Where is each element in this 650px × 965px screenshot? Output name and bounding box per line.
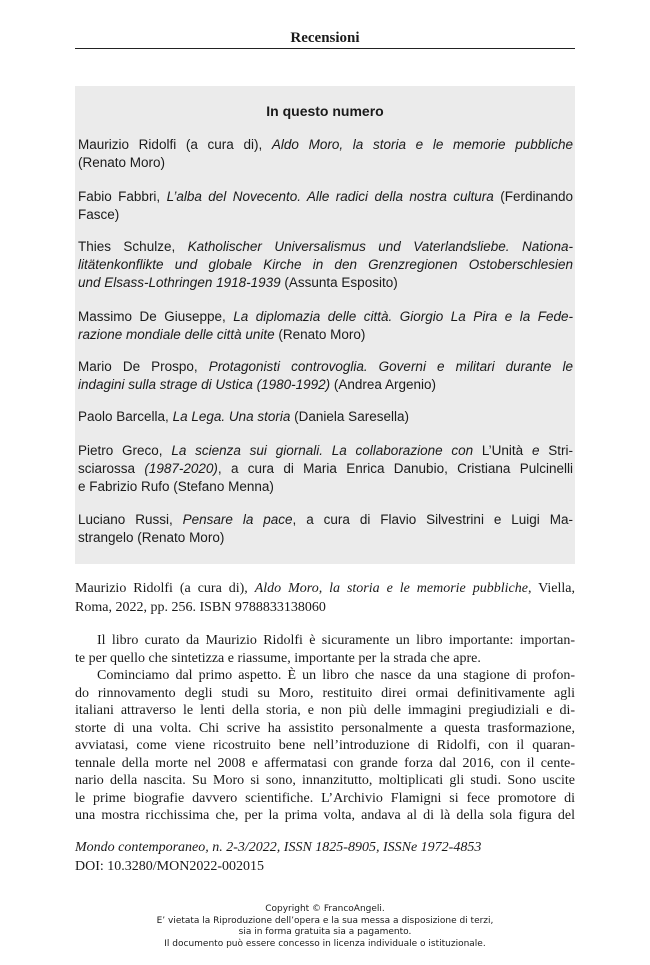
entry-line: e Fabrizio Rufo (Stefano Menna) (78, 479, 274, 494)
body-line: te per quello che sintetizza e riassume, importante per la strada che apre. (75, 650, 481, 666)
entry-line: und Elsass-Lothringen 1918-1939 (Assunta Esposito) (78, 275, 398, 290)
body-line: tennale della morte nel 2008 e affermatasi con grande forza dal 2016, con il cente- (75, 755, 575, 771)
entry-line: Maurizio Ridolfi (a cura di), Aldo Moro, la storia e le memorie pubbliche (78, 137, 573, 152)
body-line: una mostra ricchissima che, per la prima volta, andava al di là della sola figura del (75, 808, 575, 823)
issue-entry-de-prospo (78, 358, 573, 394)
body-line: avviatasi, come viene ricostruito bene nell’introduzione di Ridolfi, con il quaran- (75, 738, 575, 753)
citation-line: Roma, 2022, pp. 256. ISBN 9788833138060 (75, 600, 326, 615)
doi-line: DOI: 10.3280/MON2022-002015 (75, 859, 264, 874)
body-line: Il libro curato da Maurizio Ridolfi è sicuramente un libro importante: importan- (97, 633, 575, 648)
review-body (75, 632, 575, 825)
body-line: Cominciamo dal primo aspetto. È un libro che nasce da una stagione di profon- (97, 668, 575, 683)
journal-line: Mondo contemporaneo, n. 2-3/2022, ISSN 1825-8905, ISSNe 1972-4853 (75, 840, 482, 855)
entry-line: (Renato Moro) (78, 155, 166, 170)
issue-entry-de-giuseppe (78, 308, 573, 344)
entry-line: Fabio Fabbri, L’alba del Novecento. Alle radici della nostra cultura (Ferdinando (78, 189, 574, 204)
copyright-line: Copyright © FrancoAngeli. (265, 904, 385, 914)
issue-entry-greco (78, 442, 573, 496)
in-this-issue-box (75, 86, 575, 564)
entry-line: Paolo Barcella, La Lega. Una storia (Daniela Saresella) (78, 409, 409, 424)
copyright-line: sia in forma gratuita sia a pagamento. (238, 927, 412, 937)
entry-line: Luciano Russi, Pensare la pace, a cura di Flavio Silvestrini e Luigi Ma- (78, 512, 573, 527)
issue-entry-russi (78, 511, 573, 547)
entry-line: indagini sulla strage di Ustica (1980-1992) (Andrea Argenio) (78, 377, 436, 392)
entry-line: Pietro Greco, La scienza sui giornali. La collaborazione con L’Unità e Stri- (78, 443, 573, 458)
entry-line: litätenkonflikte und globale Kirche in den Grenzregionen Ostoberschlesien (78, 257, 573, 272)
body-line: storte di una volta. Chi scrive ha assistito personalmente a questa trasformazione, (75, 720, 575, 736)
issue-entry-schulze (78, 238, 573, 292)
copyright-line: E’ vietata la Riproduzione dell’opera e la sua messa a disposizione di terzi, (156, 915, 494, 926)
body-line: italiani attraverso le lenti della storia, e non più delle immagini pregiudiziali e di- (75, 703, 575, 718)
header-rule (75, 48, 575, 49)
box-title: In questo numero (266, 103, 384, 119)
review-citation (75, 579, 575, 617)
entry-line: Mario De Prospo, Protagonisti controvoglia. Governi e militari durante le (78, 359, 573, 374)
copyright-line: Il documento può essere concesso in licenza individuale o istituzionale. (164, 938, 486, 949)
entry-line: Fasce) (78, 207, 120, 222)
entry-line: strangelo (Renato Moro) (78, 530, 225, 545)
issue-entry-fabbri (78, 188, 573, 224)
entry-line: Thies Schulze, Katholischer Universalismus und Vaterlandsliebe. Nationa- (78, 239, 573, 254)
body-line: do rinnovamento degli studi su Moro, restituito direi ormai definitivamente agli (75, 685, 575, 701)
entry-line: razione mondiale delle città unite (Renato Moro) (78, 327, 366, 342)
entry-line: Massimo De Giuseppe, La diplomazia delle città. Giorgio La Pira e la Fede- (78, 309, 573, 324)
body-line: nario della nascita. Su Moro si sono, innanzitutto, moltiplicati gli studi. Sono uscite (75, 773, 575, 788)
body-line: le prime biografie davvero scientifiche. L’Archivio Flamigni si fece promotore di (75, 790, 575, 806)
issue-entry-barcella (78, 408, 573, 426)
entry-line: sciarossa (1987-2020), a cura di Maria Enrica Danubio, Cristiana Pulcinelli (78, 461, 573, 476)
section-header: Recensioni (290, 30, 360, 46)
citation-line: Maurizio Ridolfi (a cura di), Aldo Moro, la storia e le memorie pubbliche, Viella, (75, 581, 575, 596)
issue-entry-ridolfi (78, 136, 573, 172)
journal-info (75, 838, 575, 876)
copyright-notice (75, 904, 575, 950)
